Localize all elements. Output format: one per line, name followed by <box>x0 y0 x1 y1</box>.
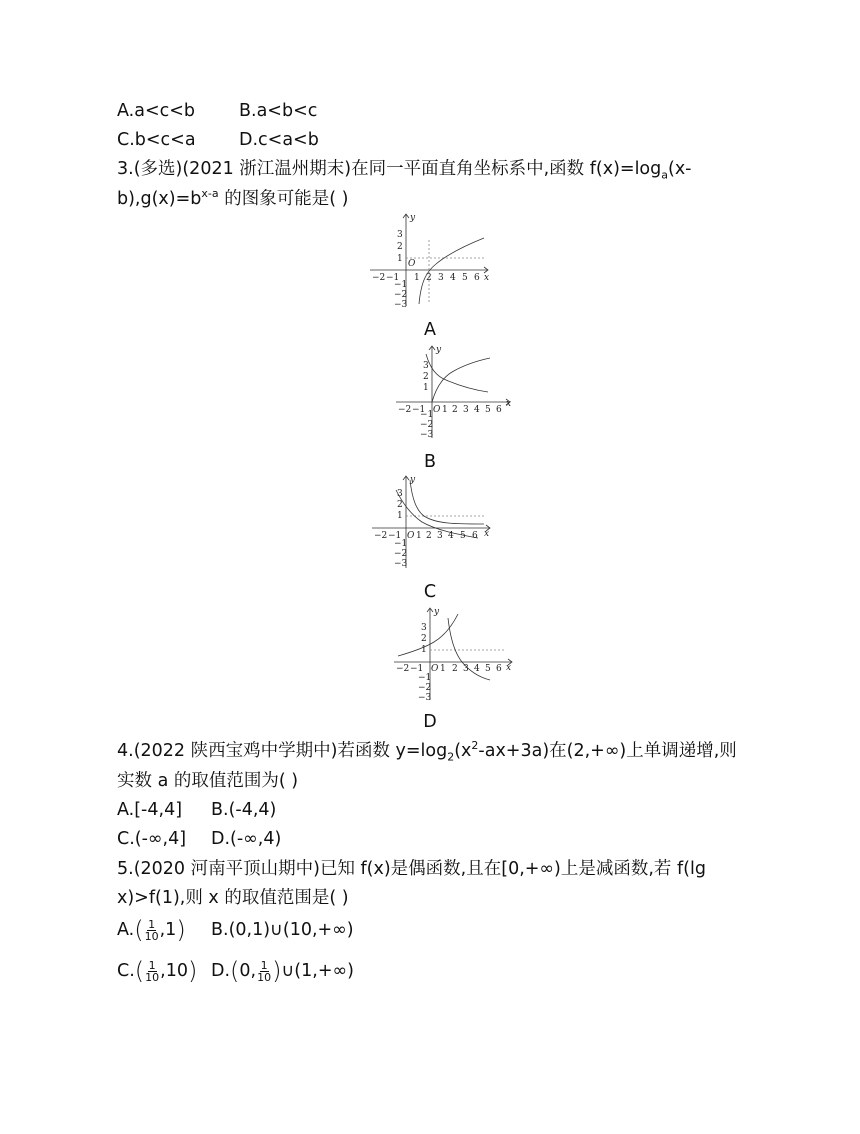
svg-text:x: x <box>484 529 490 539</box>
svg-text:O: O <box>431 664 439 674</box>
q5-options-row-1 <box>117 916 354 944</box>
q5-stem-line-1: 5.(2020 河南平顶山期中)已知 f(x)是偶函数,且在[0,+∞)上是减函数,若 f(lg <box>117 859 706 879</box>
q5-option-c: C.( $\frac{1}{10}$ ,10) <box>117 957 198 985</box>
svg-text:y: y <box>436 345 442 355</box>
svg-text:1: 1 <box>397 254 403 264</box>
svg-text:4: 4 <box>474 664 480 674</box>
svg-text:6: 6 <box>496 405 502 415</box>
svg-text:6: 6 <box>472 531 478 541</box>
q2-options-row-2 <box>117 128 319 152</box>
q2-option-b: B.a<b<c <box>239 101 318 121</box>
svg-text:−2: −2 <box>394 290 408 300</box>
svg-text:5: 5 <box>460 531 466 541</box>
svg-text:4: 4 <box>474 405 480 415</box>
svg-text:O: O <box>407 531 415 541</box>
svg-text:−3: −3 <box>420 430 434 440</box>
svg-text:−1: −1 <box>394 280 408 290</box>
svg-text:x: x <box>506 663 512 673</box>
svg-text:−2: −2 <box>372 273 386 283</box>
q4-stem-line-2: 实数 a 的取值范围为( ) <box>117 771 299 791</box>
svg-text:1: 1 <box>440 664 446 674</box>
svg-text:6: 6 <box>496 664 502 674</box>
q5-stem-line-2: x)>f(1),则 x 的取值范围是( ) <box>117 888 349 908</box>
svg-text:O: O <box>433 405 441 415</box>
svg-text:−1: −1 <box>410 664 424 674</box>
svg-text:−3: −3 <box>418 693 432 703</box>
q4-options-row-2 <box>117 827 282 851</box>
q2-options-row-1 <box>117 99 318 123</box>
svg-text:−1: −1 <box>420 410 434 420</box>
graph-d <box>366 604 516 704</box>
svg-text:1: 1 <box>414 273 420 283</box>
svg-text:−3: −3 <box>394 559 408 569</box>
svg-text:4: 4 <box>448 531 454 541</box>
svg-text:2: 2 <box>426 273 432 283</box>
svg-text:3: 3 <box>423 361 429 371</box>
q4-option-c: C.(-∞,4] <box>117 829 187 849</box>
svg-text:−1: −1 <box>412 405 426 415</box>
q2-option-c: C.b<c<a <box>117 130 196 150</box>
svg-text:3: 3 <box>421 623 427 633</box>
graph-a-label: A <box>424 320 436 340</box>
svg-text:2: 2 <box>452 664 458 674</box>
svg-text:−2: −2 <box>394 549 408 559</box>
graph-c-label: C <box>423 582 437 602</box>
q3-stem-line-2: $b),g(x)=b^{x-a}$ 的图象可能是( ) <box>117 187 349 209</box>
svg-text:x: x <box>506 399 512 409</box>
q2-option-d: D.c<a<b <box>239 130 319 150</box>
svg-text:6: 6 <box>474 273 480 283</box>
graph-b-label: B <box>423 452 436 472</box>
svg-text:2: 2 <box>397 500 403 510</box>
svg-text:−2: −2 <box>374 531 388 541</box>
q3-stem-line-1: 3.(多选)(2021 浙江温州期末)在同一平面直角坐标系中,函数 $f(x)=\log_a(x-$ <box>117 159 692 182</box>
svg-text:−3: −3 <box>394 300 408 310</box>
svg-text:2: 2 <box>423 372 429 382</box>
svg-text:4: 4 <box>450 273 456 283</box>
svg-text:5: 5 <box>462 273 468 283</box>
svg-text:5: 5 <box>485 405 491 415</box>
q5-option-d: D.(0, $\frac{1}{10}$ )∪(1,+∞) <box>211 957 354 985</box>
svg-text:1: 1 <box>397 511 403 521</box>
fraction-one-tenth: $\frac{1}{10}$ <box>257 958 272 984</box>
svg-text:3: 3 <box>397 489 403 499</box>
svg-text:1: 1 <box>442 405 448 415</box>
svg-text:y: y <box>410 213 416 223</box>
graph-b <box>366 342 516 442</box>
q5-option-b: B.(0,1)∪(10,+∞) <box>211 920 354 940</box>
svg-text:−2: −2 <box>396 664 410 674</box>
q5-option-a: A.( $\frac{1}{10}$ ,1) <box>117 916 186 944</box>
q2-option-a: A.a<c<b <box>117 101 196 121</box>
svg-text:1: 1 <box>416 531 422 541</box>
graph-d-label: D <box>423 712 437 732</box>
svg-text:−2: −2 <box>398 405 412 415</box>
q4-stem-line-1: 4.(2022 陕西宝鸡中学期中)若函数 $y=\log_2(x^2-ax+3a)$在(2,+∞)上单调递增,则 <box>117 739 737 764</box>
svg-text:1: 1 <box>423 383 429 393</box>
q4-options-row-1 <box>117 798 277 822</box>
graph-a <box>366 210 496 310</box>
q4-option-a: A.[-4,4] <box>117 800 183 820</box>
fraction-one-tenth: $\frac{1}{10}$ <box>145 958 160 984</box>
svg-text:2: 2 <box>452 405 458 415</box>
svg-text:5: 5 <box>485 664 491 674</box>
q4-option-d: D.(-∞,4) <box>211 829 282 849</box>
svg-text:x: x <box>484 273 490 283</box>
svg-text:y: y <box>410 475 416 485</box>
svg-text:3: 3 <box>463 405 469 415</box>
q4-option-b: B.(-4,4) <box>211 800 277 820</box>
svg-text:O: O <box>408 259 416 269</box>
svg-text:2: 2 <box>421 634 427 644</box>
svg-text:2: 2 <box>426 531 432 541</box>
svg-text:−1: −1 <box>386 273 400 283</box>
q5-options-row-2 <box>117 957 354 985</box>
svg-text:1: 1 <box>421 645 427 655</box>
svg-text:3: 3 <box>437 531 443 541</box>
graph-c <box>366 472 496 572</box>
svg-text:3: 3 <box>438 273 444 283</box>
svg-text:−1: −1 <box>388 531 402 541</box>
svg-text:−1: −1 <box>418 673 432 683</box>
svg-text:y: y <box>434 607 440 617</box>
svg-text:−2: −2 <box>420 420 434 430</box>
fraction-one-tenth: $\frac{1}{10}$ <box>144 917 159 943</box>
svg-text:−1: −1 <box>394 539 408 549</box>
svg-text:−2: −2 <box>418 683 432 693</box>
svg-text:3: 3 <box>397 230 403 240</box>
svg-text:2: 2 <box>397 242 403 252</box>
svg-text:3: 3 <box>463 664 469 674</box>
